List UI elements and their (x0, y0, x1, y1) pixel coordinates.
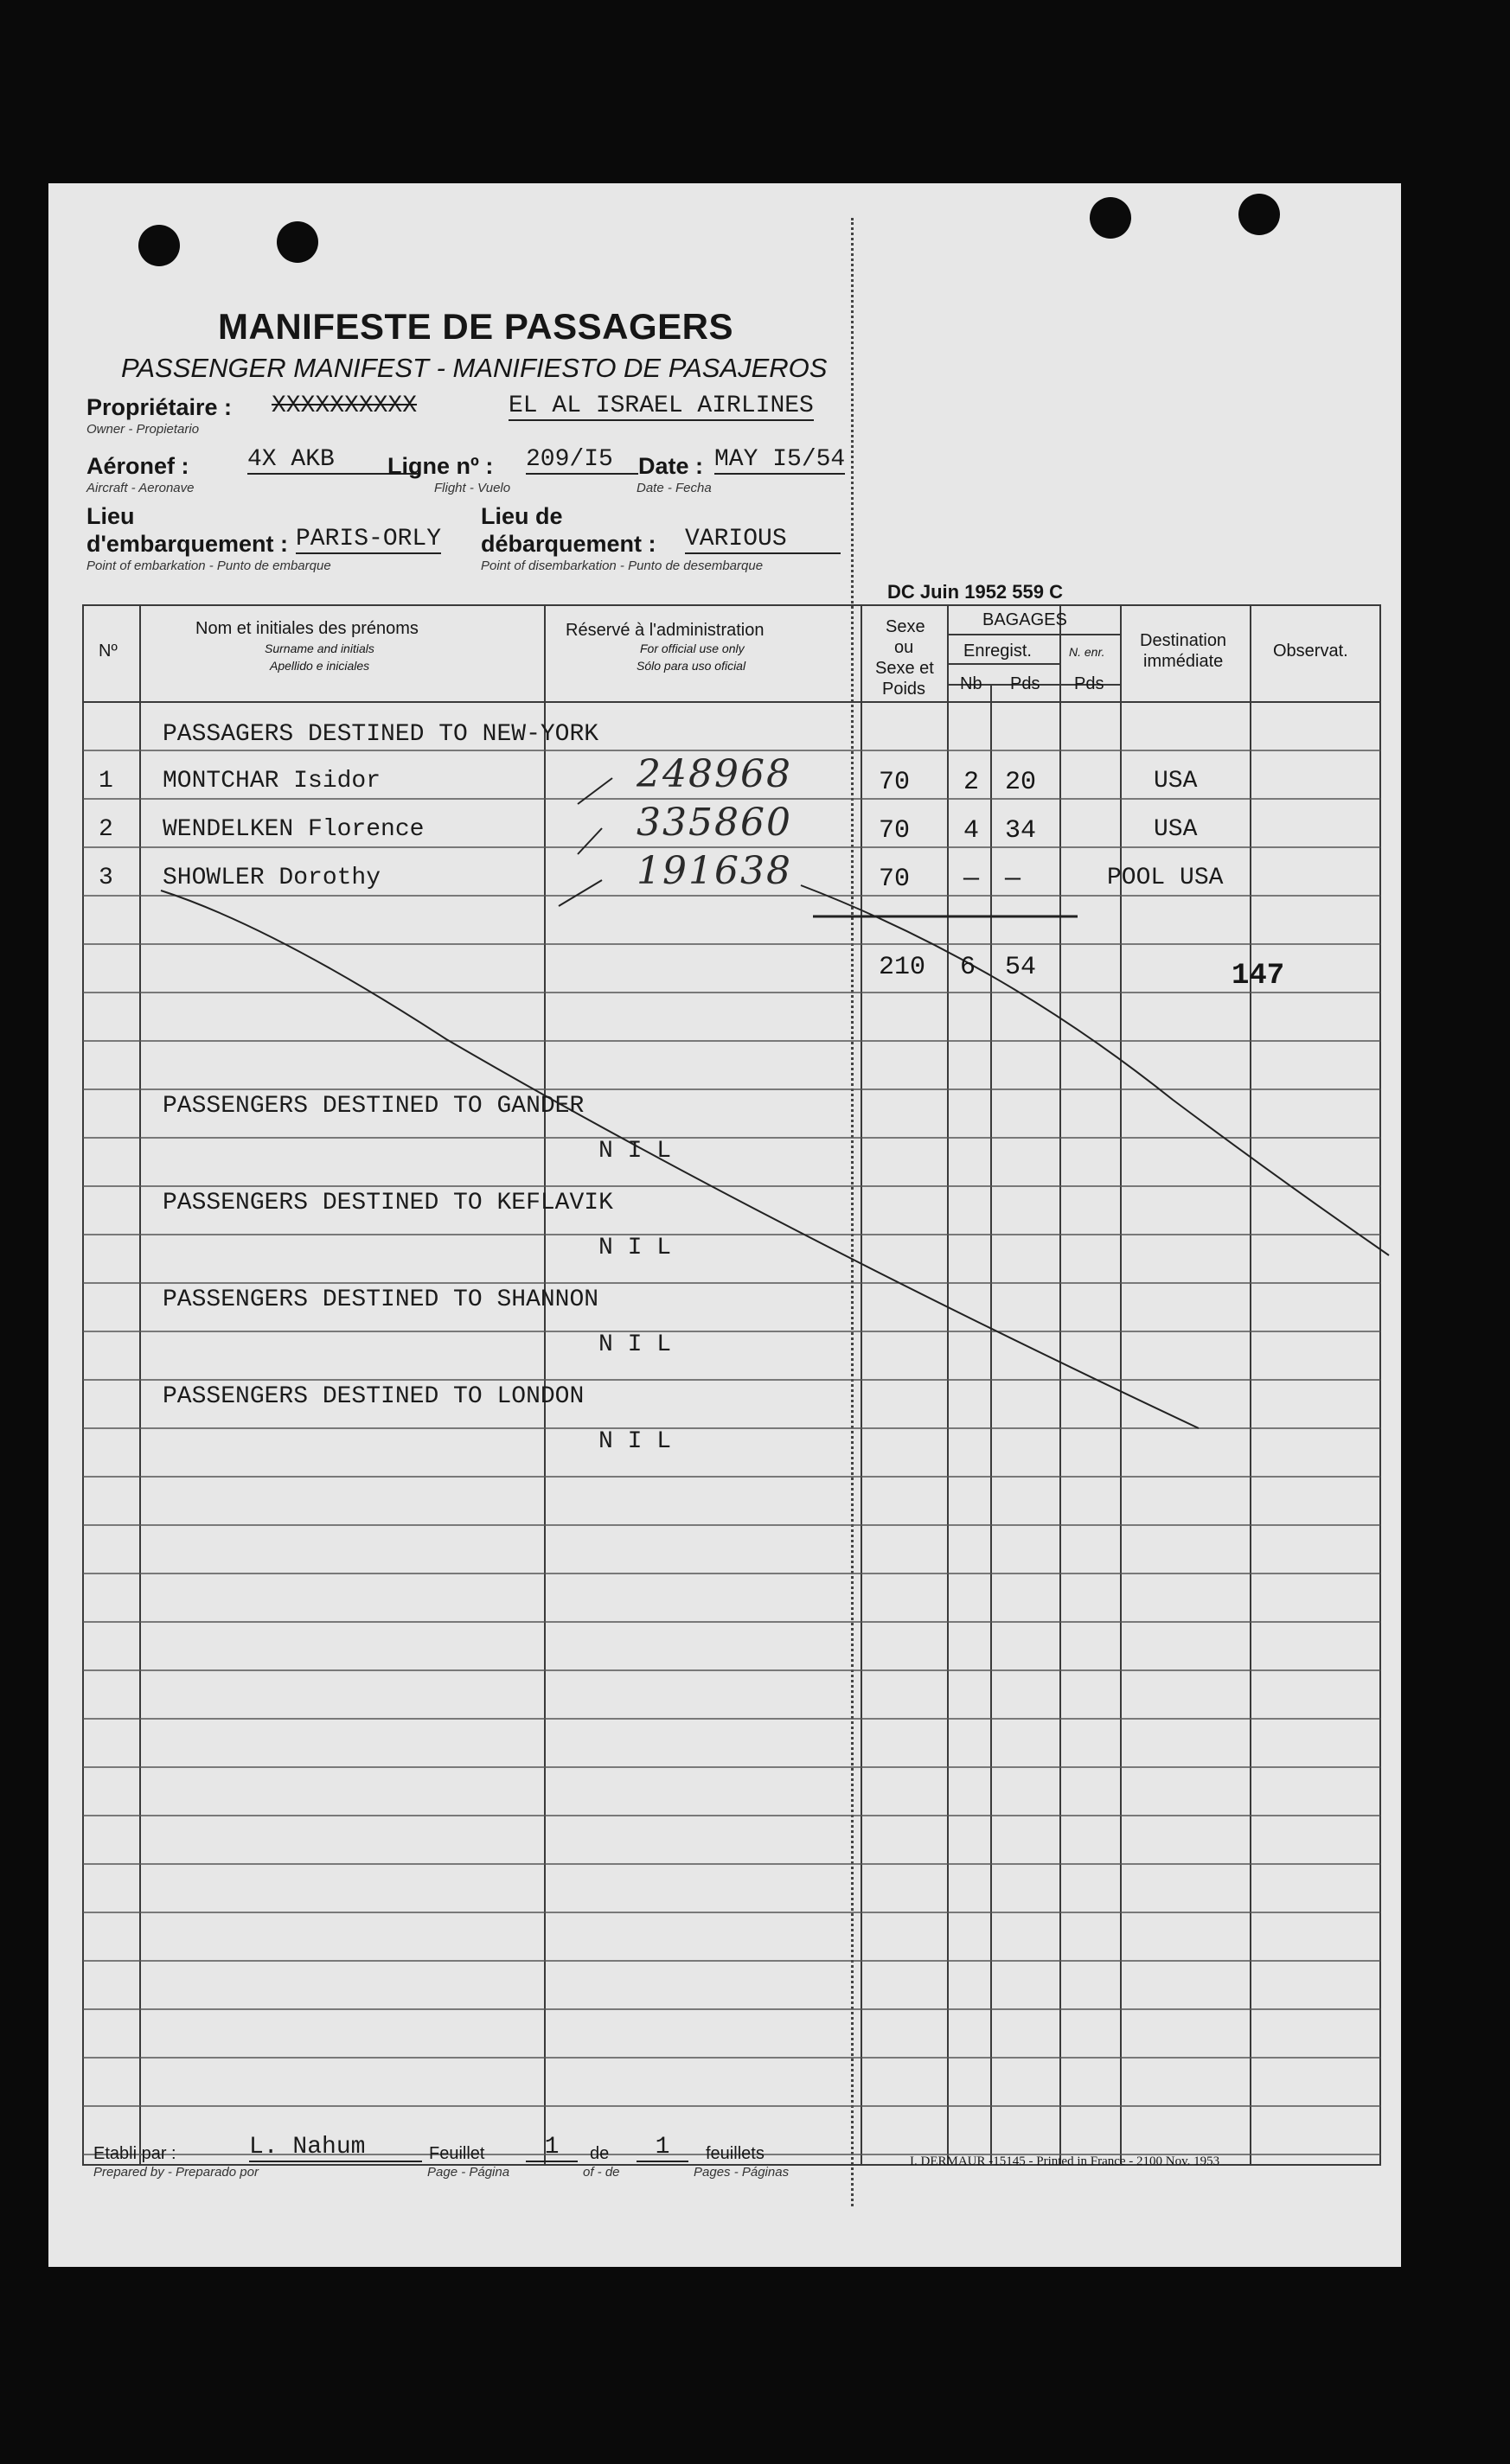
passenger-destination: USA (1154, 816, 1198, 843)
passenger-number: 3 (99, 865, 113, 891)
embarkation-label-2: d'embarquement : (86, 531, 288, 557)
passenger-baggage-weight: 34 (1005, 816, 1037, 846)
prepared-by-label: Etabli par : (93, 2144, 176, 2163)
of-value: 1 (637, 2134, 688, 2162)
passenger-weight: 70 (879, 816, 911, 846)
col-header-bagages: BAGAGES (982, 610, 1067, 629)
grand-total: 147 (1232, 960, 1285, 993)
sheet-value: 1 (526, 2134, 578, 2162)
passenger-number: 1 (99, 768, 113, 795)
date-label: Date : (638, 453, 704, 479)
aircraft-value: 4X AKB (247, 446, 420, 475)
sheets-label: feuillets (706, 2144, 765, 2163)
passenger-destination: USA (1154, 768, 1198, 795)
disembarkation-sublabel: Point of disembarkation - Punto de desembarque (481, 559, 764, 573)
of-label: de (590, 2144, 610, 2163)
total-weight: 210 (879, 953, 926, 982)
passenger-official-ref: 248968 (637, 752, 792, 796)
flight-value: 209/I5 (526, 446, 638, 475)
manifest-table-grid (48, 183, 1401, 2267)
embarkation-sublabel: Point of embarkation - Punto de embarque (86, 559, 331, 573)
col-header-sexe-2: ou (894, 638, 914, 657)
col-header-sexe-1: Sexe (886, 617, 925, 636)
owner-value: EL AL ISRAEL AIRLINES (509, 393, 814, 419)
passenger-baggage-count: 2 (963, 768, 980, 797)
section-value: N I L (598, 1138, 672, 1165)
disembarkation-label-2: débarquement : (481, 531, 656, 557)
col-header-name-sub2: Apellido e iniciales (270, 659, 370, 673)
passenger-official-ref: 335860 (637, 801, 792, 845)
passenger-official-ref: 191638 (637, 849, 792, 893)
form-title: MANIFESTE DE PASSAGERS (218, 306, 733, 347)
col-header-no: Nº (99, 642, 118, 661)
of-sublabel: of - de (583, 2165, 620, 2180)
passenger-destination: POOL USA (1107, 865, 1224, 891)
owner-sublabel: Owner - Propietario (86, 422, 200, 437)
manifest-paper (48, 183, 1401, 2267)
prepared-by-value: L. Nahum (249, 2134, 422, 2162)
col-header-enregist: Enregist. (963, 642, 1032, 661)
passenger-baggage-weight: — (1005, 865, 1021, 894)
col-header-pds-2: Pds (1074, 674, 1104, 693)
owner-struck-value: XXXXXXXXXX (272, 393, 418, 419)
embarkation-label-1: Lieu (86, 503, 135, 529)
form-subtitle: PASSENGER MANIFEST - MANIFIESTO DE PASAJEROS (121, 353, 828, 383)
passenger-weight: 70 (879, 768, 911, 797)
col-header-nb: Nb (960, 674, 982, 693)
form-reference: DC Juin 1952 559 C (887, 581, 1063, 603)
col-header-observat: Observat. (1273, 642, 1348, 661)
total-nb: 6 (960, 953, 976, 982)
section-value: N I L (598, 1428, 672, 1455)
col-header-pds: Pds (1010, 674, 1040, 693)
col-header-reserve: Réservé à l'administration (566, 621, 765, 640)
section-value: N I L (598, 1331, 672, 1358)
total-pds: 54 (1005, 953, 1037, 982)
disembarkation-value: VARIOUS (685, 526, 841, 554)
section-value: N I L (598, 1235, 672, 1261)
prepared-by-sublabel: Prepared by - Preparado por (93, 2165, 259, 2180)
col-header-sexe-4: Poids (882, 680, 926, 699)
section-title: PASSENGERS DESTINED TO KEFLAVIK (163, 1190, 613, 1216)
printer-credit: I. DERMAUR -15145 - Printed in France - 2100 Nov. 1953 (910, 2154, 1220, 2168)
flight-sublabel: Flight - Vuelo (434, 481, 511, 495)
passenger-baggage-count: 4 (963, 816, 980, 846)
flight-label: Ligne nº : (387, 453, 494, 479)
passenger-baggage-count: — (963, 865, 980, 894)
sheets-sublabel: Pages - Páginas (694, 2165, 790, 2180)
date-sublabel: Date - Fecha (637, 481, 712, 495)
section-title: PASSENGERS DESTINED TO SHANNON (163, 1286, 599, 1313)
col-header-non-enr: N. enr. (1069, 645, 1105, 659)
passenger-weight: 70 (879, 865, 911, 894)
owner-label: Propriétaire : (86, 394, 233, 420)
passenger-name: WENDELKEN Florence (163, 816, 425, 843)
sheet-label: Feuillet (429, 2144, 485, 2163)
aircraft-label: Aéronef : (86, 453, 189, 479)
col-header-destination-2: immédiate (1143, 652, 1224, 671)
section-newyork-title: PASSAGERS DESTINED TO NEW-YORK (163, 721, 599, 748)
col-header-name: Nom et initiales des prénoms (195, 619, 419, 638)
date-value: MAY I5/54 (714, 446, 846, 473)
col-header-name-sub1: Surname and initials (265, 642, 374, 655)
embarkation-value: PARIS-ORLY (296, 526, 442, 552)
col-header-reserve-sub2: Sólo para uso oficial (637, 659, 746, 673)
passenger-name: MONTCHAR Isidor (163, 768, 381, 795)
passenger-number: 2 (99, 816, 113, 843)
aircraft-sublabel: Aircraft - Aeronave (86, 481, 195, 495)
passenger-baggage-weight: 20 (1005, 768, 1037, 797)
section-title: PASSENGERS DESTINED TO LONDON (163, 1383, 585, 1410)
disembarkation-label-1: Lieu de (481, 503, 563, 529)
sheet-sublabel: Page - Página (427, 2165, 510, 2180)
col-header-sexe-3: Sexe et (875, 659, 934, 678)
col-header-reserve-sub1: For official use only (640, 642, 745, 655)
passenger-name: SHOWLER Dorothy (163, 865, 381, 891)
section-title: PASSENGERS DESTINED TO GANDER (163, 1093, 585, 1120)
col-header-destination-1: Destination (1140, 631, 1227, 650)
